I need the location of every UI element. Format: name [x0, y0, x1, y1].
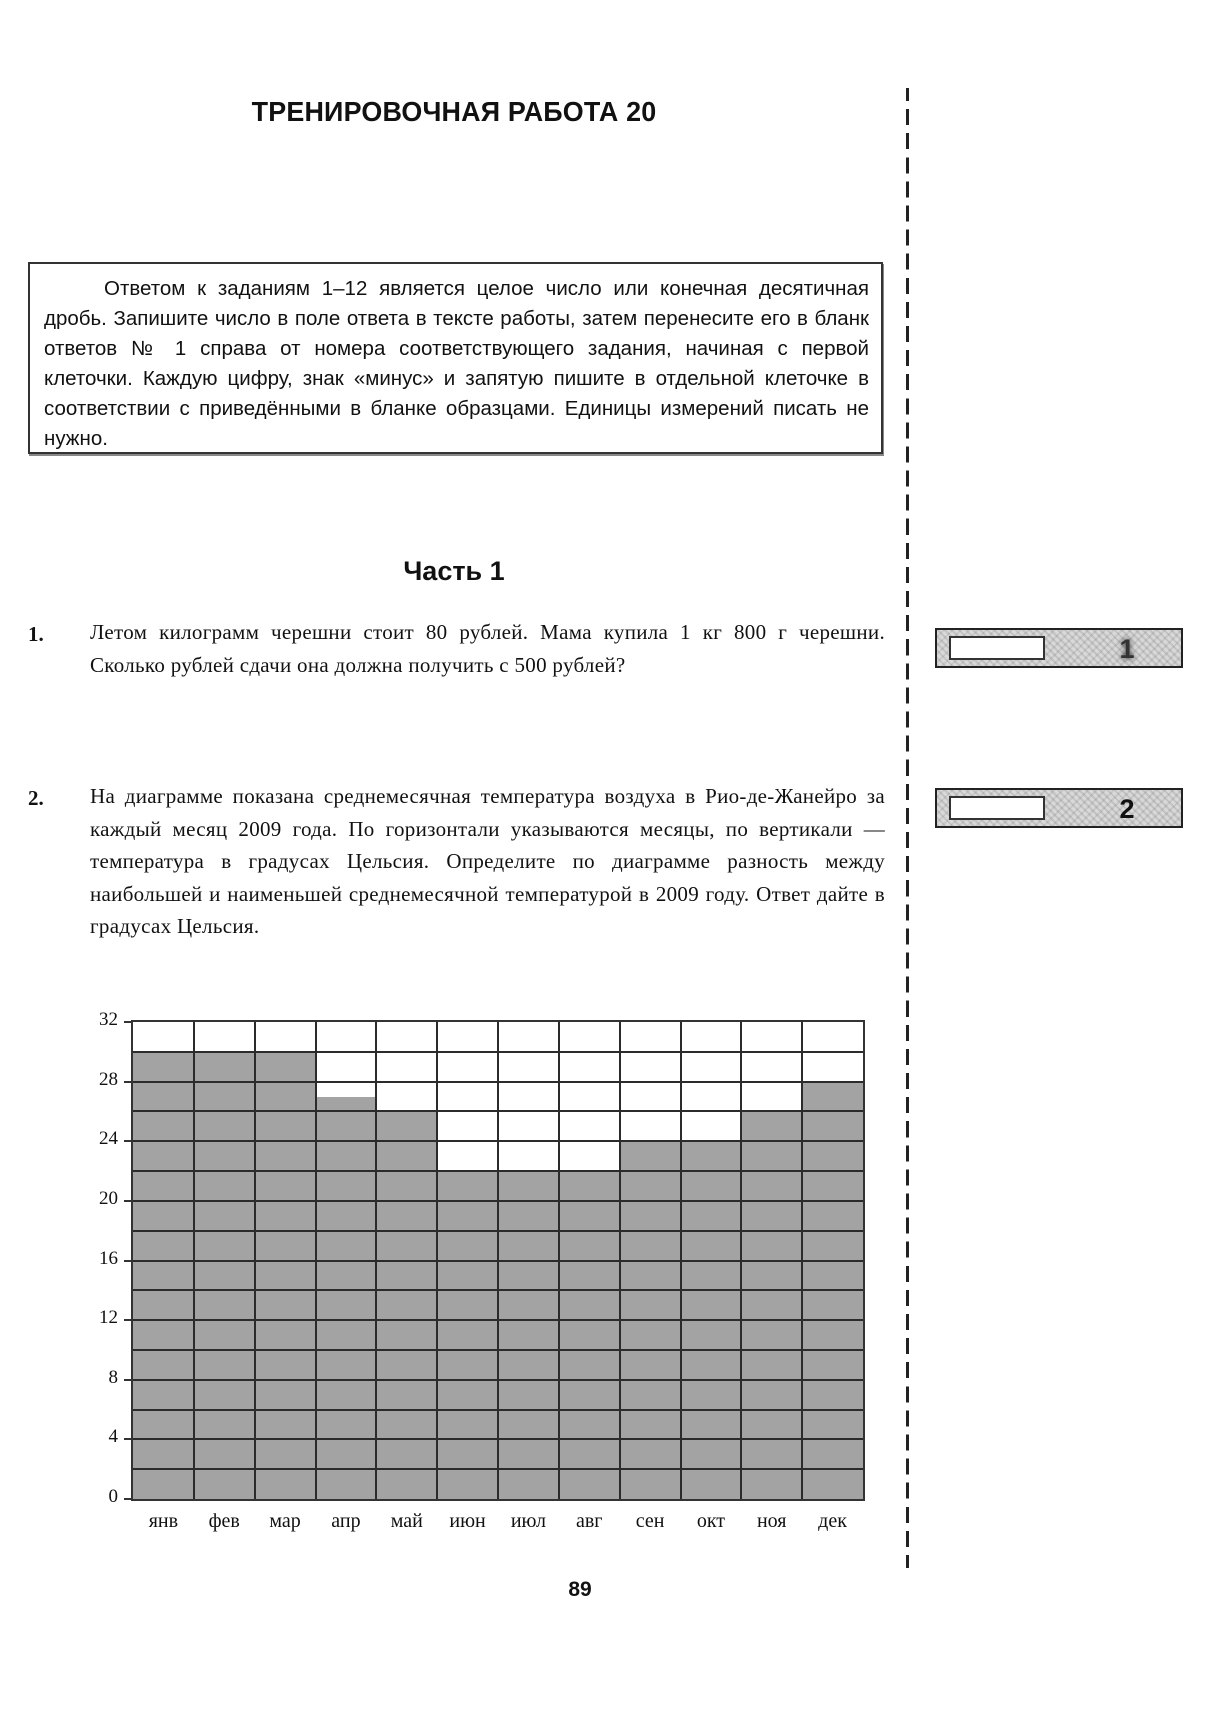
question-1-number: 1.: [28, 622, 44, 646]
grid-line-vertical: [801, 1022, 803, 1499]
cut-line-divider: [906, 88, 909, 1568]
x-tick-label: янв: [148, 1510, 179, 1532]
x-tick-label: авг: [575, 1510, 603, 1532]
bar-1: [194, 1052, 255, 1499]
grid-line-vertical: [619, 1022, 621, 1499]
grid-line-vertical: [740, 1022, 742, 1499]
bar-5: [437, 1171, 498, 1499]
x-tick-label: июл: [510, 1510, 546, 1532]
grid-line-vertical: [375, 1022, 377, 1499]
x-tick-label: июн: [449, 1510, 486, 1532]
grid-line-vertical: [497, 1022, 499, 1499]
answer-number-label-2: 2: [1119, 794, 1135, 824]
grid-line-vertical: [558, 1022, 560, 1499]
x-tick-label: дек: [818, 1510, 847, 1532]
y-tick-label: 8: [108, 1366, 118, 1388]
grid-line-vertical: [680, 1022, 682, 1499]
y-tick-label: 20: [99, 1187, 118, 1209]
question-2-text: На диаграмме показана среднемесячная температура воздуха в Рио-де-Жанейро за каждый месяц 2009 года. По горизонтали указываются месяцы, по вертикали — температура в градусах Цельсия. Определите по диаграмме разность между наибольшей и наименьшей среднемесячной температурой в 2009 году. Ответ дайте в градусах Цельсия.: [90, 784, 885, 938]
instructions-text: Ответом к заданиям 1–12 является целое число или конечная десятичная дробь. Запишите число в поле ответа в тексте работы, затем перенесите его в бланк ответов № 1 справа от номера соответствующего задания, начиная с первой клеточки. Каждую цифру, знак «минус» и запятую пишите в отдельной клеточке в соответствии с приведёнными в бланке образцами. Единицы измерений писать не нужно.: [44, 277, 869, 450]
y-tick-label: 28: [99, 1068, 118, 1090]
bar-0: [133, 1052, 194, 1499]
x-tick-label: май: [390, 1510, 423, 1532]
grid-line-vertical: [254, 1022, 256, 1499]
y-tick-label: 0: [108, 1486, 118, 1507]
bar-7: [559, 1171, 620, 1499]
grid-line-vertical: [315, 1022, 317, 1499]
x-tick-label: сен: [635, 1510, 665, 1532]
page-number: 89: [568, 1578, 592, 1601]
instructions-box: [28, 262, 883, 454]
y-tick-label: 4: [108, 1426, 118, 1448]
grid-line-vertical: [193, 1022, 195, 1499]
question-2-number: 2.: [28, 786, 44, 810]
answer-field-2: [935, 788, 1183, 828]
x-tick-label: апр: [331, 1510, 361, 1532]
answer-field-1: [935, 628, 1183, 668]
grid-line-vertical: [436, 1022, 438, 1499]
y-tick-label: 24: [99, 1128, 118, 1150]
bar-6: [498, 1171, 559, 1499]
page-title: ТРЕНИРОВОЧНАЯ РАБОТА 20: [251, 96, 657, 127]
y-tick-label: 16: [99, 1247, 118, 1269]
y-tick-label: 32: [99, 1009, 118, 1030]
x-tick-label: ноя: [756, 1510, 787, 1532]
y-tick-label: 12: [99, 1307, 118, 1329]
temperature-bar-chart: [80, 1005, 880, 1545]
part-title: Часть 1: [403, 556, 505, 586]
x-tick-label: фев: [208, 1510, 240, 1532]
x-tick-label: мар: [269, 1510, 301, 1532]
bar-2: [255, 1052, 316, 1499]
answer-input-2[interactable]: [949, 796, 1045, 820]
answer-number-label-1: 1: [1119, 634, 1135, 664]
answer-input-1[interactable]: [949, 636, 1045, 660]
plot-area: [131, 1020, 865, 1501]
x-tick-label: окт: [696, 1510, 726, 1532]
question-1-text: Летом килограмм черешни стоит 80 рублей. Мама купила 1 кг 800 г черешни. Сколько рублей сдачи она должна получить с 500 рублей?: [90, 620, 885, 677]
